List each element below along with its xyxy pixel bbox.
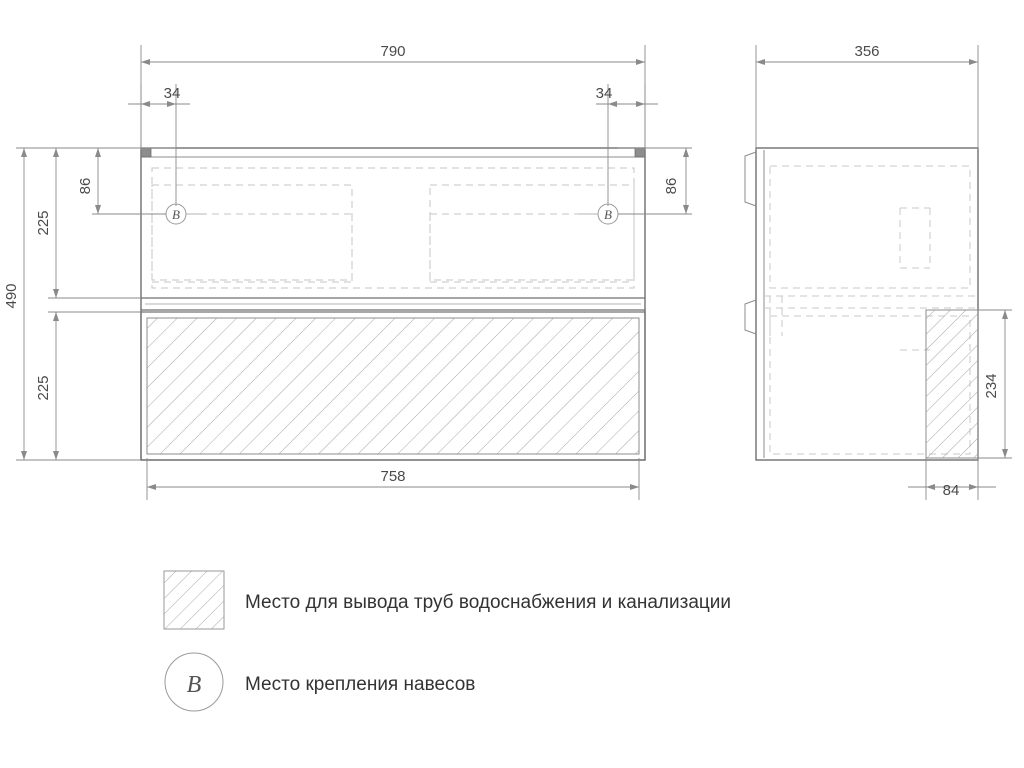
dim-hatch-height-label: 234 xyxy=(983,373,1000,399)
dim-lower-section-label: 225 xyxy=(35,375,52,401)
legend-item-mount xyxy=(165,653,475,711)
side-upper-handle-profile xyxy=(745,152,756,206)
dim-width-inner-label: 758 xyxy=(380,468,406,485)
dim-depth-total xyxy=(756,45,978,150)
dim-top-left-label: 86 xyxy=(77,177,94,195)
dim-height-total xyxy=(16,148,50,460)
legend-item-pipes-label: Место для вывода труб водоснабжения и канализации xyxy=(245,592,732,613)
front-mount-marker-right-label: B xyxy=(604,207,612,222)
front-top-cap-right xyxy=(635,148,645,157)
dim-upper-section-label: 225 xyxy=(35,210,52,236)
hatch-square-icon xyxy=(164,571,224,629)
circle-b-icon-label: B xyxy=(186,672,202,698)
side-pipe-zone-hatch xyxy=(926,310,978,458)
front-top-cap-left xyxy=(141,148,151,157)
legend-item-mount-label: Место крепления навесов xyxy=(245,674,476,695)
front-view-group xyxy=(3,43,692,500)
front-pipe-zone-hatch xyxy=(147,318,639,454)
dim-height-total-label: 490 xyxy=(3,283,20,309)
legend-group xyxy=(164,571,731,711)
legend-item-pipes xyxy=(164,571,731,629)
side-lower-handle-profile xyxy=(745,300,756,334)
dim-depth-total-label: 356 xyxy=(854,43,880,60)
dim-top-right-label: 86 xyxy=(663,177,680,195)
front-mount-marker-left-label: B xyxy=(172,207,180,222)
dim-upper-section xyxy=(48,148,141,298)
dim-width-total-label: 790 xyxy=(380,43,406,60)
dim-lower-section xyxy=(48,312,141,460)
dim-offset-right-label: 34 xyxy=(595,85,613,102)
side-view-group xyxy=(745,43,1012,500)
dim-hatch-width-label: 84 xyxy=(942,482,960,499)
dim-width-total xyxy=(141,45,645,150)
dim-offset-left-label: 34 xyxy=(163,85,181,102)
